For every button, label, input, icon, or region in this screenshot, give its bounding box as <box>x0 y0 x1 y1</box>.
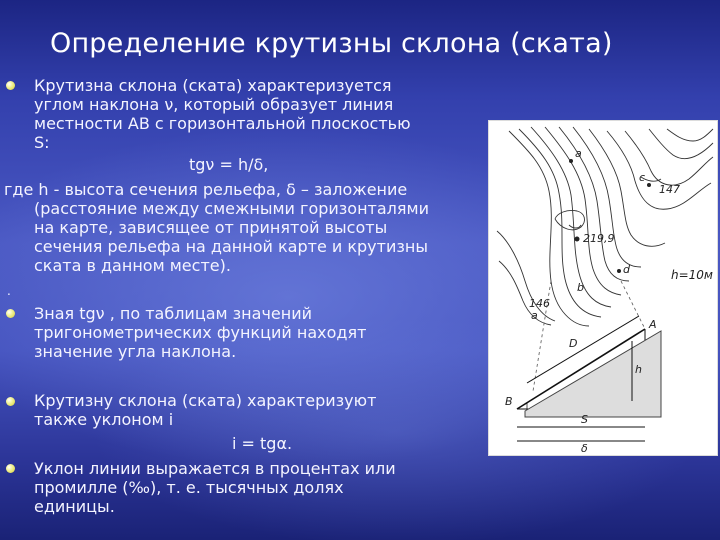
slope-profile <box>517 316 661 441</box>
figure-label-S: S <box>581 413 588 426</box>
bullet-2 <box>6 309 15 318</box>
paragraph-1-line-1: Крутизна склона (ската) характеризуется <box>34 76 392 95</box>
slide-title: Определение крутизны склона (ската) <box>50 28 613 59</box>
figure-label-c: c <box>639 171 646 184</box>
stray-dot: . <box>7 284 11 298</box>
paragraph-4-line-2: промилле (‰), т. е. тысячных долях <box>34 478 344 497</box>
figure-label-B: B <box>505 395 513 408</box>
map-point-summit <box>575 237 580 242</box>
map-point-c <box>647 183 651 187</box>
figure-label-b-map: b <box>577 281 584 294</box>
paragraph-1-line-2: углом наклона ν, который образует линия <box>34 95 394 114</box>
paragraph-1b-line-1: где h - высота сечения рельефа, δ – заложение <box>4 180 408 199</box>
figure-label-219-9: 219,9 <box>583 232 615 245</box>
formula-tg-nu: tgν = h/δ, <box>189 155 269 174</box>
figure-label-D: D <box>569 337 578 350</box>
paragraph-3-line-1: Крутизну склона (ската) характеризуют <box>34 391 377 410</box>
paragraph-1b-line-3: на карте, зависящее от принятой высоты <box>34 218 388 237</box>
paragraph-4-line-1: Уклон линии выражается в процентах или <box>34 459 396 478</box>
map-point-a-upper <box>569 159 573 163</box>
bullet-4 <box>6 464 15 473</box>
figure-label-delta: δ <box>581 442 588 455</box>
paragraph-2-line-3: значение угла наклона. <box>34 342 237 361</box>
bullet-1 <box>6 81 15 90</box>
figure-label-d: d <box>623 263 630 276</box>
figure-label-a-upper: a <box>575 147 582 160</box>
figure-label-h: h <box>635 363 642 376</box>
paragraph-3-line-2: также уклоном i <box>34 410 174 429</box>
figure-label-147: 147 <box>659 183 680 196</box>
paragraph-2-line-2: тригонометрических функций находят <box>34 323 367 342</box>
bullet-3 <box>6 397 15 406</box>
paragraph-4-line-3: единицы. <box>34 497 115 516</box>
paragraph-1-line-3: местности АВ с горизонтальной плоскостью <box>34 114 411 133</box>
slope-diagram <box>489 121 717 455</box>
slope-diagram-figure <box>488 120 718 456</box>
figure-label-A: A <box>649 318 657 331</box>
figure-label-146: 146 <box>529 297 550 310</box>
paragraph-1b-line-4: сечения рельефа на данной карте и крутизны <box>34 237 428 256</box>
figure-label-a-map: a <box>531 309 538 322</box>
paragraph-2-line-1: Зная tgν , по таблицам значений <box>34 304 312 323</box>
paragraph-1-line-4: S: <box>34 133 50 152</box>
map-point-d <box>617 269 621 273</box>
figure-label-h10: h=10м <box>671 268 713 282</box>
paragraph-1b-line-5: ската в данном месте). <box>34 256 231 275</box>
formula-slope: i = tgα. <box>232 434 293 453</box>
paragraph-1b-line-2: (расстояние между смежными горизонталями <box>34 199 429 218</box>
